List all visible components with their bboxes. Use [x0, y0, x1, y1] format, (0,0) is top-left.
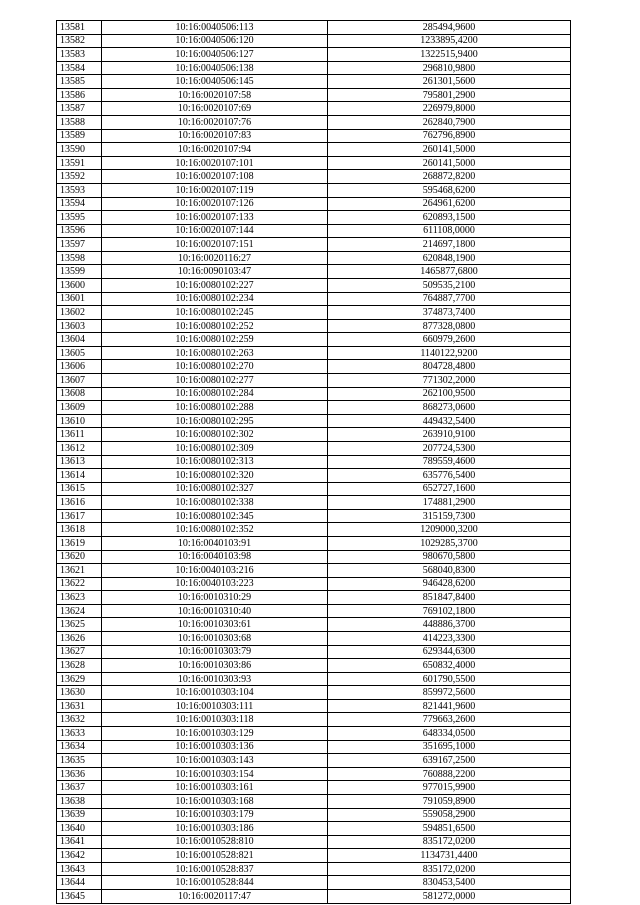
row-number-cell: 13626	[57, 632, 102, 646]
row-number-cell: 13614	[57, 469, 102, 483]
cadastral-number-cell: 10:16:0020107:119	[102, 183, 328, 197]
value-cell: 448886,3700	[328, 618, 571, 632]
value-cell: 620848,1900	[328, 251, 571, 265]
row-number-cell: 13612	[57, 441, 102, 455]
cadastral-number-cell: 10:16:0010528:810	[102, 835, 328, 849]
cadastral-number-cell: 10:16:0010303:154	[102, 767, 328, 781]
value-cell: 789559,4600	[328, 455, 571, 469]
row-number-cell: 13641	[57, 835, 102, 849]
table-row	[57, 455, 571, 469]
cadastral-number-cell: 10:16:0020107:126	[102, 197, 328, 211]
value-cell: 262840,7900	[328, 116, 571, 130]
table-row	[57, 292, 571, 306]
row-number-cell: 13615	[57, 482, 102, 496]
table-row	[57, 604, 571, 618]
value-cell: 648334,0500	[328, 727, 571, 741]
value-cell: 595468,6200	[328, 183, 571, 197]
cadastral-number-cell: 10:16:0010303:168	[102, 794, 328, 808]
cadastral-number-cell: 10:16:0080102:338	[102, 496, 328, 510]
row-number-cell: 13625	[57, 618, 102, 632]
table-row	[57, 387, 571, 401]
row-number-cell: 13636	[57, 767, 102, 781]
table-row	[57, 672, 571, 686]
row-number-cell: 13583	[57, 48, 102, 62]
table-row	[57, 862, 571, 876]
cadastral-number-cell: 10:16:0020107:94	[102, 143, 328, 157]
table-row	[57, 75, 571, 89]
row-number-cell: 13630	[57, 686, 102, 700]
row-number-cell: 13599	[57, 265, 102, 279]
cadastral-number-cell: 10:16:0020107:69	[102, 102, 328, 116]
row-number-cell: 13607	[57, 374, 102, 388]
table-row	[57, 496, 571, 510]
table-row	[57, 808, 571, 822]
table-row	[57, 727, 571, 741]
cadastral-number-cell: 10:16:0080102:284	[102, 387, 328, 401]
cadastral-number-cell: 10:16:0080102:263	[102, 346, 328, 360]
value-cell: 581272,0000	[328, 890, 571, 904]
row-number-cell: 13594	[57, 197, 102, 211]
cadastral-number-cell: 10:16:0010303:136	[102, 740, 328, 754]
cadastral-number-cell: 10:16:0080102:234	[102, 292, 328, 306]
table-row	[57, 319, 571, 333]
value-cell: 859972,5600	[328, 686, 571, 700]
value-cell: 660979,2600	[328, 333, 571, 347]
value-cell: 620893,1500	[328, 211, 571, 225]
value-cell: 260141,5000	[328, 156, 571, 170]
value-cell: 568040,8300	[328, 564, 571, 578]
row-number-cell: 13645	[57, 890, 102, 904]
table-row	[57, 129, 571, 143]
table-row	[57, 767, 571, 781]
row-number-cell: 13591	[57, 156, 102, 170]
cadastral-number-cell: 10:16:0010303:143	[102, 754, 328, 768]
value-cell: 1029285,3700	[328, 536, 571, 550]
row-number-cell: 13634	[57, 740, 102, 754]
value-cell: 449432,5400	[328, 414, 571, 428]
document-page	[56, 20, 570, 904]
row-number-cell: 13586	[57, 88, 102, 102]
table-row	[57, 713, 571, 727]
value-cell: 835172,0200	[328, 835, 571, 849]
cadastral-number-cell: 10:16:0010303:111	[102, 699, 328, 713]
row-number-cell: 13603	[57, 319, 102, 333]
value-cell: 946428,6200	[328, 577, 571, 591]
row-number-cell: 13604	[57, 333, 102, 347]
table-row	[57, 591, 571, 605]
row-number-cell: 13609	[57, 401, 102, 415]
value-cell: 804728,4800	[328, 360, 571, 374]
cadastral-number-cell: 10:16:0010303:79	[102, 645, 328, 659]
value-cell: 559058,2900	[328, 808, 571, 822]
row-number-cell: 13600	[57, 278, 102, 292]
table-row	[57, 835, 571, 849]
cadastral-number-cell: 10:16:0010310:29	[102, 591, 328, 605]
cadastral-number-cell: 10:16:0040506:127	[102, 48, 328, 62]
cadastral-number-cell: 10:16:0080102:295	[102, 414, 328, 428]
row-number-cell: 13585	[57, 75, 102, 89]
row-number-cell: 13620	[57, 550, 102, 564]
table-row	[57, 278, 571, 292]
row-number-cell: 13584	[57, 61, 102, 75]
value-cell: 1233895,4200	[328, 34, 571, 48]
table-row	[57, 170, 571, 184]
value-cell: 629344,6300	[328, 645, 571, 659]
cadastral-number-cell: 10:16:0080102:288	[102, 401, 328, 415]
table-row	[57, 550, 571, 564]
cadastral-number-cell: 10:16:0010528:844	[102, 876, 328, 890]
table-row	[57, 143, 571, 157]
table-row	[57, 794, 571, 808]
table-row	[57, 699, 571, 713]
row-number-cell: 13628	[57, 659, 102, 673]
cadastral-number-cell: 10:16:0040103:223	[102, 577, 328, 591]
table-row	[57, 536, 571, 550]
cadastral-number-cell: 10:16:0080102:309	[102, 441, 328, 455]
row-number-cell: 13611	[57, 428, 102, 442]
row-number-cell: 13619	[57, 536, 102, 550]
cadastral-number-cell: 10:16:0020107:101	[102, 156, 328, 170]
value-cell: 1465877,6800	[328, 265, 571, 279]
table-row	[57, 781, 571, 795]
cadastral-number-cell: 10:16:0010303:161	[102, 781, 328, 795]
row-number-cell: 13581	[57, 21, 102, 35]
cadastral-number-cell: 10:16:0080102:227	[102, 278, 328, 292]
row-number-cell: 13642	[57, 849, 102, 863]
table-row	[57, 183, 571, 197]
table-row	[57, 645, 571, 659]
value-cell: 650832,4000	[328, 659, 571, 673]
table-row	[57, 102, 571, 116]
value-cell: 1322515,9400	[328, 48, 571, 62]
row-number-cell: 13595	[57, 211, 102, 225]
row-number-cell: 13629	[57, 672, 102, 686]
table-row	[57, 876, 571, 890]
table-row	[57, 360, 571, 374]
row-number-cell: 13593	[57, 183, 102, 197]
value-cell: 207724,5300	[328, 441, 571, 455]
cadastral-number-cell: 10:16:0020107:83	[102, 129, 328, 143]
row-number-cell: 13610	[57, 414, 102, 428]
row-number-cell: 13622	[57, 577, 102, 591]
value-cell: 635776,5400	[328, 469, 571, 483]
value-cell: 851847,8400	[328, 591, 571, 605]
row-number-cell: 13617	[57, 509, 102, 523]
value-cell: 509535,2100	[328, 278, 571, 292]
value-cell: 868273,0600	[328, 401, 571, 415]
value-cell: 351695,1000	[328, 740, 571, 754]
table-row	[57, 822, 571, 836]
table-row	[57, 21, 571, 35]
value-cell: 1209000,3200	[328, 523, 571, 537]
row-number-cell: 13623	[57, 591, 102, 605]
cadastral-number-cell: 10:16:0080102:313	[102, 455, 328, 469]
value-cell: 264961,6200	[328, 197, 571, 211]
cadastral-number-cell: 10:16:0040506:145	[102, 75, 328, 89]
value-cell: 263910,9100	[328, 428, 571, 442]
table-row	[57, 618, 571, 632]
value-cell: 771302,2000	[328, 374, 571, 388]
value-cell: 652727,1600	[328, 482, 571, 496]
row-number-cell: 13582	[57, 34, 102, 48]
row-number-cell: 13631	[57, 699, 102, 713]
cadastral-value-table	[56, 20, 571, 904]
row-number-cell: 13632	[57, 713, 102, 727]
cadastral-number-cell: 10:16:0010303:61	[102, 618, 328, 632]
table-row	[57, 428, 571, 442]
row-number-cell: 13643	[57, 862, 102, 876]
value-cell: 285494,9600	[328, 21, 571, 35]
table-row	[57, 306, 571, 320]
table-row	[57, 265, 571, 279]
cadastral-number-cell: 10:16:0080102:345	[102, 509, 328, 523]
value-cell: 611108,0000	[328, 224, 571, 238]
table-row	[57, 564, 571, 578]
table-row	[57, 890, 571, 904]
cadastral-number-cell: 10:16:0010303:104	[102, 686, 328, 700]
table-row	[57, 401, 571, 415]
value-cell: 261301,5600	[328, 75, 571, 89]
value-cell: 226979,8000	[328, 102, 571, 116]
table-row	[57, 251, 571, 265]
row-number-cell: 13601	[57, 292, 102, 306]
value-cell: 315159,7300	[328, 509, 571, 523]
row-number-cell: 13621	[57, 564, 102, 578]
cadastral-number-cell: 10:16:0080102:252	[102, 319, 328, 333]
table-row	[57, 197, 571, 211]
value-cell: 835172,0200	[328, 862, 571, 876]
row-number-cell: 13606	[57, 360, 102, 374]
table-row	[57, 482, 571, 496]
value-cell: 174881,2900	[328, 496, 571, 510]
value-cell: 795801,2900	[328, 88, 571, 102]
value-cell: 779663,2600	[328, 713, 571, 727]
row-number-cell: 13613	[57, 455, 102, 469]
cadastral-number-cell: 10:16:0010303:86	[102, 659, 328, 673]
table-row	[57, 849, 571, 863]
value-cell: 769102,1800	[328, 604, 571, 618]
cadastral-number-cell: 10:16:0010528:821	[102, 849, 328, 863]
value-cell: 762796,8900	[328, 129, 571, 143]
value-cell: 977015,9900	[328, 781, 571, 795]
row-number-cell: 13635	[57, 754, 102, 768]
cadastral-number-cell: 10:16:0010303:118	[102, 713, 328, 727]
table-row	[57, 333, 571, 347]
cadastral-number-cell: 10:16:0020107:144	[102, 224, 328, 238]
row-number-cell: 13639	[57, 808, 102, 822]
value-cell: 214697,1800	[328, 238, 571, 252]
table-row	[57, 659, 571, 673]
value-cell: 639167,2500	[328, 754, 571, 768]
cadastral-number-cell: 10:16:0010303:186	[102, 822, 328, 836]
cadastral-number-cell: 10:16:0040506:113	[102, 21, 328, 35]
value-cell: 268872,8200	[328, 170, 571, 184]
row-number-cell: 13618	[57, 523, 102, 537]
row-number-cell: 13598	[57, 251, 102, 265]
value-cell: 830453,5400	[328, 876, 571, 890]
table-row	[57, 509, 571, 523]
row-number-cell: 13638	[57, 794, 102, 808]
row-number-cell: 13627	[57, 645, 102, 659]
cadastral-number-cell: 10:16:0080102:270	[102, 360, 328, 374]
value-cell: 594851,6500	[328, 822, 571, 836]
value-cell: 296810,9800	[328, 61, 571, 75]
row-number-cell: 13592	[57, 170, 102, 184]
table-row	[57, 224, 571, 238]
cadastral-number-cell: 10:16:0010303:179	[102, 808, 328, 822]
value-cell: 374873,7400	[328, 306, 571, 320]
cadastral-number-cell: 10:16:0020107:133	[102, 211, 328, 225]
row-number-cell: 13602	[57, 306, 102, 320]
table-row	[57, 238, 571, 252]
table-row	[57, 754, 571, 768]
cadastral-number-cell: 10:16:0080102:302	[102, 428, 328, 442]
table-row	[57, 686, 571, 700]
cadastral-number-cell: 10:16:0020117:47	[102, 890, 328, 904]
cadastral-number-cell: 10:16:0080102:277	[102, 374, 328, 388]
cadastral-number-cell: 10:16:0080102:245	[102, 306, 328, 320]
cadastral-number-cell: 10:16:0040506:120	[102, 34, 328, 48]
table-row	[57, 577, 571, 591]
cadastral-number-cell: 10:16:0040506:138	[102, 61, 328, 75]
cadastral-number-cell: 10:16:0010303:93	[102, 672, 328, 686]
table-row	[57, 441, 571, 455]
cadastral-number-cell: 10:16:0080102:320	[102, 469, 328, 483]
table-row	[57, 469, 571, 483]
table-row	[57, 116, 571, 130]
row-number-cell: 13608	[57, 387, 102, 401]
cadastral-number-cell: 10:16:0010303:68	[102, 632, 328, 646]
value-cell: 262100,9500	[328, 387, 571, 401]
cadastral-number-cell: 10:16:0010528:837	[102, 862, 328, 876]
cadastral-number-cell: 10:16:0080102:259	[102, 333, 328, 347]
cadastral-number-cell: 10:16:0040103:98	[102, 550, 328, 564]
cadastral-number-cell: 10:16:0090103:47	[102, 265, 328, 279]
row-number-cell: 13616	[57, 496, 102, 510]
cadastral-number-cell: 10:16:0020116:27	[102, 251, 328, 265]
table-row	[57, 632, 571, 646]
value-cell: 764887,7700	[328, 292, 571, 306]
value-cell: 980670,5800	[328, 550, 571, 564]
row-number-cell: 13588	[57, 116, 102, 130]
row-number-cell: 13637	[57, 781, 102, 795]
table-row	[57, 346, 571, 360]
table-row	[57, 61, 571, 75]
cadastral-number-cell: 10:16:0010303:129	[102, 727, 328, 741]
value-cell: 601790,5500	[328, 672, 571, 686]
cadastral-number-cell: 10:16:0020107:58	[102, 88, 328, 102]
table-row	[57, 156, 571, 170]
value-cell: 821441,9600	[328, 699, 571, 713]
value-cell: 1140122,9200	[328, 346, 571, 360]
table-row	[57, 414, 571, 428]
cadastral-number-cell: 10:16:0080102:352	[102, 523, 328, 537]
row-number-cell: 13633	[57, 727, 102, 741]
table-row	[57, 88, 571, 102]
cadastral-number-cell: 10:16:0080102:327	[102, 482, 328, 496]
row-number-cell: 13596	[57, 224, 102, 238]
value-cell: 791059,8900	[328, 794, 571, 808]
cadastral-number-cell: 10:16:0040103:216	[102, 564, 328, 578]
cadastral-number-cell: 10:16:0010310:40	[102, 604, 328, 618]
table-row	[57, 523, 571, 537]
table-row	[57, 211, 571, 225]
table-row	[57, 740, 571, 754]
cadastral-number-cell: 10:16:0040103:91	[102, 536, 328, 550]
cadastral-number-cell: 10:16:0020107:108	[102, 170, 328, 184]
value-cell: 877328,0800	[328, 319, 571, 333]
table-body	[57, 21, 571, 904]
table-row	[57, 374, 571, 388]
row-number-cell: 13644	[57, 876, 102, 890]
row-number-cell: 13590	[57, 143, 102, 157]
value-cell: 1134731,4400	[328, 849, 571, 863]
row-number-cell: 13640	[57, 822, 102, 836]
table-row	[57, 34, 571, 48]
row-number-cell: 13587	[57, 102, 102, 116]
row-number-cell: 13605	[57, 346, 102, 360]
row-number-cell: 13624	[57, 604, 102, 618]
value-cell: 760888,2200	[328, 767, 571, 781]
table-row	[57, 48, 571, 62]
value-cell: 260141,5000	[328, 143, 571, 157]
cadastral-number-cell: 10:16:0020107:151	[102, 238, 328, 252]
row-number-cell: 13589	[57, 129, 102, 143]
value-cell: 414223,3300	[328, 632, 571, 646]
cadastral-number-cell: 10:16:0020107:76	[102, 116, 328, 130]
row-number-cell: 13597	[57, 238, 102, 252]
